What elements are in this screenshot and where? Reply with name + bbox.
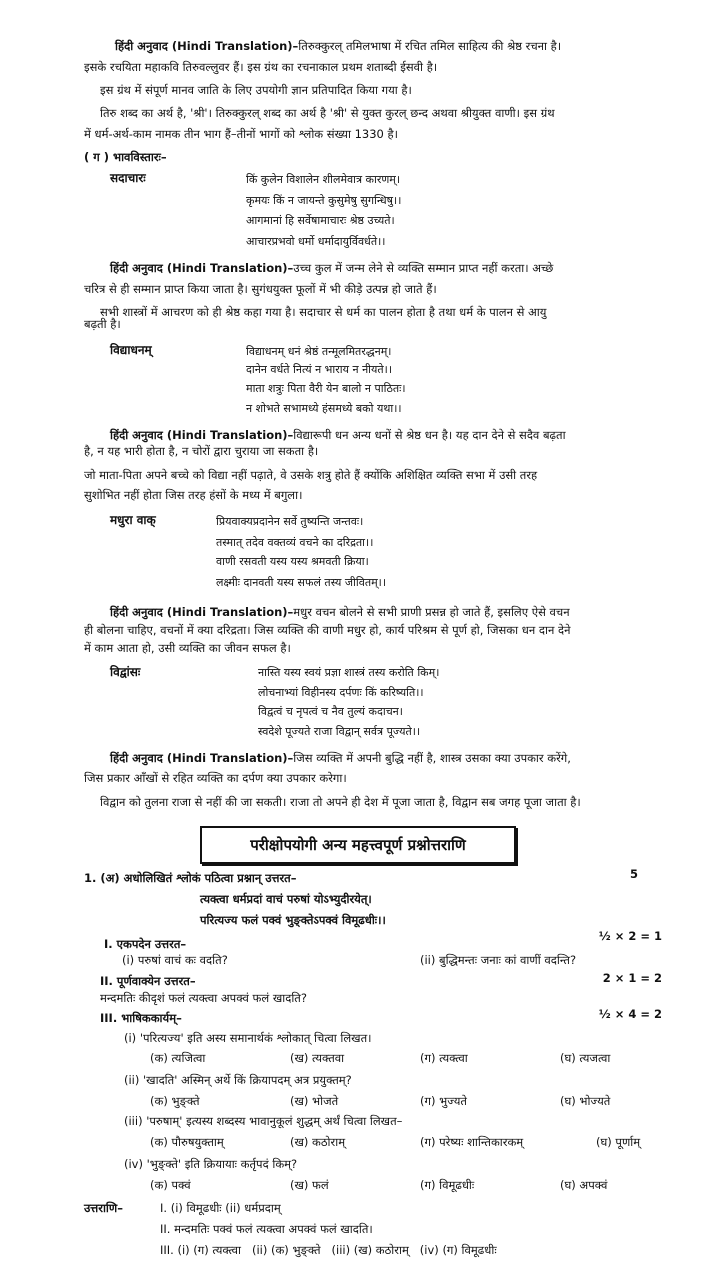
option: (ग) परेष्यः शान्तिकारकम् [420,1135,524,1149]
verse-line: दानेन वर्धते नित्यं न भाराय न नीयते।। [246,363,393,376]
option: (क) भुङ्क्ते [150,1094,200,1108]
translation-heading: हिंदी अनुवाद (Hindi Translation)– [115,39,299,53]
subq: (iv) 'भुङ्क्ते' इति क्रियायाः कर्तृपदं किम्? [124,1157,298,1171]
translation-para [115,38,561,54]
text-line: चरित्र से ही सम्मान प्राप्त किया जाता है। सुगंधयुक्त फूलों में भी कीड़े उत्पन्न हो जाते हैं। [84,282,437,296]
translation-heading: हिंदी अनुवाद (Hindi Translation)– [110,605,294,619]
verse-line: कृमयः किं न जायन्ते कुसुमेषु सुगन्धिषु।। [246,194,402,207]
subq: (ii) बुद्धिमन्तः जनाः कां वाणीं वदन्ति? [420,953,577,967]
verse-line: त्यक्त्वा धर्मप्रदां वाचं परुषां योऽभ्युदीरयेत्। [200,892,372,906]
answer-line: III. (i) (ग) त्यक्त्वा (ii) (क) भुङ्क्ते (iii) (ख) कठोराम् (iv) (ग) विमूढधीः [160,1243,497,1257]
option: (क) पौरुषयुक्ताम् [150,1135,224,1149]
verse-line: किं कुलेन विशालेन शीलमेवात्र कारणम्। [246,173,401,186]
verse-line: नास्ति यस्य स्वयं प्रज्ञा शास्त्रं तस्य करोति किम्। [258,666,440,679]
option: (घ) पूर्णाम् [596,1135,641,1149]
verse-line: लक्ष्मीः दानवती यस्य सफलं तस्य जीवितम्।। [216,576,387,589]
option: (ग) त्यक्त्वा [420,1051,468,1065]
verse-line: स्वदेशे पूज्यते राजा विद्वान् सर्वत्र पूज्यते।। [258,725,421,738]
option: (ख) भोजते [290,1094,339,1108]
subq-head: II. पूर्णवाक्येन उत्तरत– [100,974,196,988]
subq: (i) परुषां वाचं कः वदति? [122,953,228,967]
translation-heading: हिंदी अनुवाद (Hindi Translation)– [110,261,294,275]
marks: 2 × 1 = 2 [602,971,662,985]
text-line: इस ग्रंथ में संपूर्ण मानव जाति के लिए उपयोगी ज्ञान प्रतिपादित किया गया है। [100,83,412,97]
section-title-box [200,826,516,864]
text-line: मधुर वचन बोलने से सभी प्राणी प्रसन्न हो जाते हैं, इसलिए ऐसे वचन [293,605,570,619]
answer-line: II. मन्दमतिः पक्वं फलं त्यक्त्वा अपक्वं फलं खादति। [160,1222,373,1236]
marks: 5 [630,867,639,881]
verse-line: वाणी रसवती यस्य यस्य श्रमवती क्रिया। [216,555,369,568]
verse-line: परित्यज्य फलं पक्वं भुङ्क्तेऽपक्वं विमूढधीः।। [200,913,386,927]
option: (घ) भोज्यते [560,1094,611,1108]
subq-head: I. एकपदेन उत्तरत– [104,937,187,951]
verse-line: विद्वत्वं च नृपत्वं च नैव तुल्यं कदाचन। [258,705,403,718]
text-line: विद्यारूपी धन अन्य धनों से श्रेष्ठ धन है। यह दान देने से सदैव बढ़ता [293,428,566,442]
text-line: ही बोलना चाहिए, वचनों में क्या दरिद्रता। जिस व्यक्ति की वाणी मधुर हो, कार्य परिश्रम से पूर्ण हो, जिसका धन दान देने [84,623,571,637]
marks: ½ × 4 = 2 [598,1007,662,1021]
answers-label: उत्तराणि– [84,1201,123,1215]
text-line: जिस प्रकार आँखों से रहित व्यक्ति का दर्पण क्या उपकार करेगा। [84,771,347,785]
translation-para [110,260,553,276]
text-line: तिरु शब्द का अर्थ है, 'श्री'। तिरुक्कुरल् शब्द का अर्थ है 'श्री' से युक्त कुरल् छन्द अथवा श्रीयुक्त वाणी। इस ग्रंथ [100,106,555,120]
verse-label: मधुरा वाक् [110,513,156,527]
answer-line: I. (i) विमूढधीः (ii) धर्मप्रदाम् [160,1201,281,1215]
section-title: परीक्षोपयोगी अन्य महत्त्वपूर्ण प्रश्नोत्तराणि [250,836,466,854]
option: (क) त्यजित्वा [150,1051,206,1065]
verse-line: प्रियवाक्यप्रदानेन सर्वे तुष्यन्ति जन्तवः। [216,515,364,528]
question-head: 1. (अ) अधोलिखितं श्लोकं पठित्वा प्रश्नान् उत्तरत– [84,871,297,885]
translation-heading: हिंदी अनुवाद (Hindi Translation)– [110,428,294,442]
subq: (i) 'परित्यज्य' इति अस्य समानार्थकं श्लोकात् चित्वा लिखत। [124,1031,372,1045]
verse-line: विद्याधनम् धनं श्रेष्ठं तन्मूलमितरद्धनम्। [246,345,392,358]
option: (ग) विमूढधीः [420,1178,475,1192]
subq: मन्दमतिः कीदृशं फलं त्यक्त्वा अपक्वं फलं खादति? [100,991,307,1005]
verse-label: विद्वांसः [110,665,141,679]
translation-para [110,427,566,443]
subq: (ii) 'खादति' अस्मिन् अर्थे किं क्रियापदम् अत्र प्रयुक्तम्? [124,1073,352,1087]
text-line: सभी शास्त्रों में आचरण को ही श्रेष्ठ कहा गया है। सदाचार से धर्म का पालन होता है तथा धर्म के पालन से आयु [100,305,547,319]
text-line: में काम आता हो, उसी व्यक्ति का जीवन सफल है। [84,641,291,655]
option: (क) पक्वं [150,1178,191,1192]
verse-line: तस्मात् तदेव वक्तव्यं वचने का दरिद्रता।। [216,536,374,549]
text-line: उच्च कुल में जन्म लेने से व्यक्ति सम्मान प्राप्त नहीं करता। अच्छे [293,261,554,275]
text-line: विद्वान को तुलना राजा से नहीं की जा सकती। राजा तो अपने ही देश में पूजा जाता है, विद्वान सब जगह पूजा जाता है। [100,795,581,809]
translation-para [110,750,571,766]
text-line: सुशोभित नहीं होता जिस तरह हंसों के मध्य में बगुला। [84,488,303,502]
subq-head: III. भाषिककार्यम्– [100,1011,182,1025]
option: (ग) भुज्यते [420,1094,467,1108]
subq: (iii) 'परुषाम्' इत्यस्य शब्दस्य भावानुकूलं शुद्धम् अर्थं चित्वा लिखत– [124,1114,403,1128]
text-line: जो माता-पिता अपने बच्चे को विद्या नहीं पढ़ाते, वे उसके शत्रु होते हैं क्योंकि अशिक्षित व्यक्ति सभा में उसी तरह [84,468,538,482]
option: (ख) फलं [290,1178,329,1192]
option: (ख) त्यक्तवा [290,1051,345,1065]
text-line: बढ़ती है। [84,317,121,331]
section-heading: ( ग ) भावविस्तारः– [84,150,167,164]
verse-label: सदाचारः [110,171,146,185]
verse-line: लोचनाभ्यां विहीनस्य दर्पणः किं करिष्यति।। [258,686,424,699]
translation-heading: हिंदी अनुवाद (Hindi Translation)– [110,751,294,765]
text-line: में धर्म-अर्थ-काम नामक तीन भाग हैं–तीनों भागों को श्लोक संख्या 1330 है। [84,127,398,141]
verse-line: न शोभते सभामध्ये हंसमध्ये बको यथा।। [246,402,402,415]
option: (घ) त्यजत्वा [560,1051,611,1065]
option: (घ) अपक्वं [560,1178,608,1192]
text-line: है, न यह भारी होता है, न चोरों द्वारा चुराया जा सकता है। [84,444,319,458]
verse-line: आगमानां हि सर्वेषामाचारः श्रेष्ठ उच्यते। [246,214,395,227]
text-line: जिस व्यक्ति में अपनी बुद्धि नहीं है, शास्त्र उसका क्या उपकार करेंगे, [293,751,571,765]
verse-line: माता शत्रुः पिता वैरी येन बालो न पाठितः। [246,382,406,395]
verse-label: विद्याधनम् [110,343,152,357]
text-line: इसके रचयिता महाकवि तिरुवल्लुवर हैं। इस ग्रंथ का रचनाकाल प्रथम शताब्दी ईसवी है। [84,60,438,74]
option: (ख) कठोराम् [290,1135,346,1149]
marks: ½ × 2 = 1 [598,929,662,943]
text-line: तिरुक्कुरल् तमिलभाषा में रचित तमिल साहित्य की श्रेष्ठ रचना है। [298,39,562,53]
verse-line: आचारप्रभवो धर्मो धर्मादायुर्विवर्धते।। [246,235,386,248]
translation-para [110,604,570,620]
